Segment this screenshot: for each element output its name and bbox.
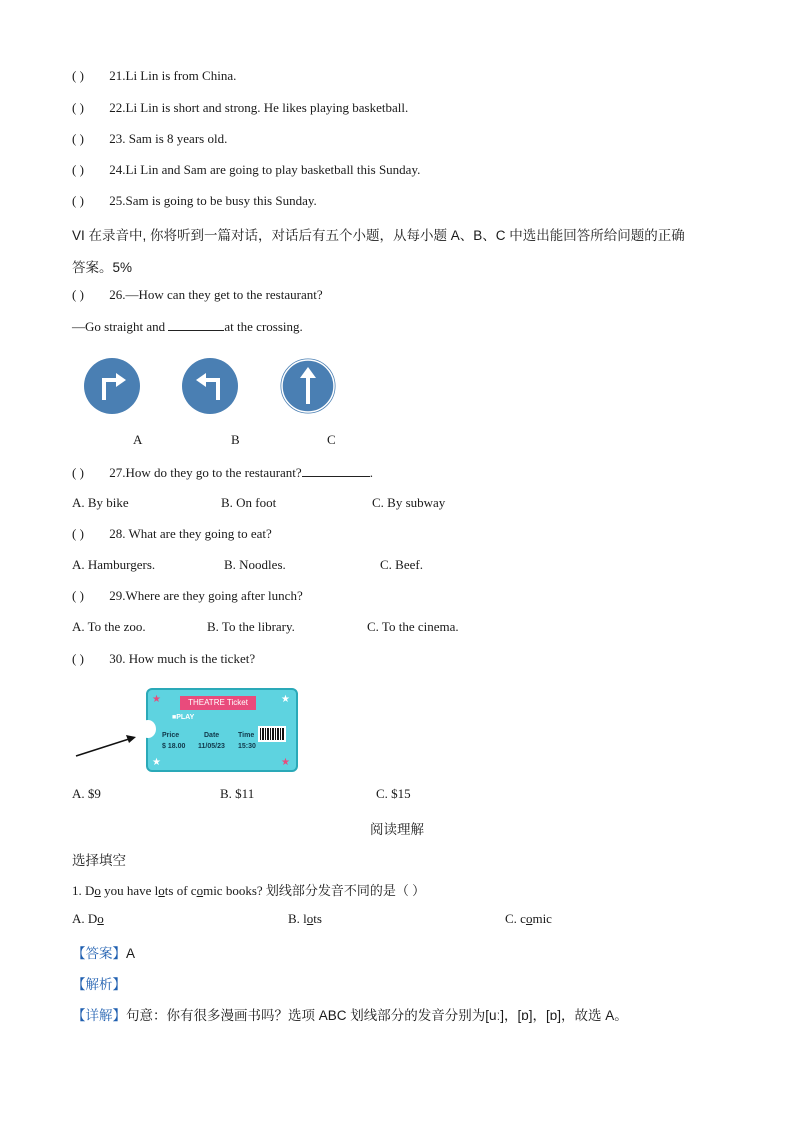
detail-text: 句意：你有很多漫画书吗？选项 ABC 划线部分的发音分别为[uː]，[ɒ]，[ɒ]，故选 A。 <box>126 1008 628 1023</box>
question-28 <box>72 526 272 542</box>
answer-paren[interactable]: ( ) <box>72 131 84 146</box>
option-text: ts <box>313 911 322 926</box>
answer-suffix: at the crossing. <box>224 319 303 334</box>
answer-paren[interactable]: ( ) <box>72 162 84 177</box>
option-text: C. c <box>505 911 526 926</box>
question-text: 21.Li Lin is from China. <box>109 68 237 83</box>
q29-option-a[interactable]: A. To the zoo. <box>72 619 146 634</box>
ticket-date-label: Date <box>204 732 220 739</box>
underlined-letter: o <box>196 883 204 898</box>
underlined-letter: o <box>97 911 104 926</box>
ticket-time: 15:30 <box>238 743 256 750</box>
option-text: B. l <box>288 911 307 926</box>
underlined-letter: o <box>94 883 101 898</box>
question-22 <box>72 100 408 116</box>
ticket-play: ■PLAY <box>172 714 195 721</box>
question-24 <box>72 162 420 178</box>
answer-blank[interactable] <box>168 318 224 331</box>
question-26 <box>72 287 323 303</box>
question-end: . <box>369 465 373 480</box>
sign-label-a: A <box>133 432 143 447</box>
turn-right-sign-icon <box>82 356 142 416</box>
answer-value: A <box>126 946 136 961</box>
q29-option-c[interactable]: C. To the cinema. <box>367 619 459 634</box>
question-1 <box>72 880 425 899</box>
go-straight-sign-icon <box>278 356 338 416</box>
answer-line <box>72 942 135 962</box>
question-text: 22.Li Lin is short and strong. He likes playing basketball. <box>109 100 409 115</box>
answer-paren[interactable]: ( ) <box>72 287 84 302</box>
question-text: ts of c <box>164 883 197 898</box>
q30-option-c[interactable]: C. $15 <box>376 786 411 801</box>
star-icon: ★ <box>152 757 161 768</box>
question-text: you have l <box>100 883 159 898</box>
answer-blank[interactable] <box>302 464 370 477</box>
reading-title: 阅读理解 <box>370 822 424 837</box>
q28-option-a[interactable]: A. Hamburgers. <box>72 557 156 572</box>
star-icon: ★ <box>281 757 290 768</box>
ticket-notch <box>140 720 156 738</box>
underlined-letter: o <box>158 883 165 898</box>
question-text: 23. Sam is 8 years old. <box>109 131 228 146</box>
answer-paren[interactable]: ( ) <box>72 588 84 603</box>
question-29 <box>72 588 303 604</box>
section6-instruction-line2: 答案。5% <box>72 260 133 275</box>
q30-option-b[interactable]: B. $11 <box>220 786 255 801</box>
question-text: 26.—How can they get to the restaurant? <box>109 287 323 302</box>
q1-option-c[interactable] <box>505 911 552 927</box>
question-25 <box>72 193 317 209</box>
option-text: A. D <box>72 911 98 926</box>
q28-option-c[interactable]: C. Beef. <box>380 557 423 572</box>
question-26-answer <box>72 318 303 335</box>
sign-label-c: C <box>327 432 336 447</box>
question-text: mic books? 划线部分发音不同的是（ ） <box>203 883 426 898</box>
ticket-header: THEATRE Ticket <box>180 696 256 710</box>
q1-option-a[interactable] <box>72 911 104 927</box>
answer-prefix: —Go straight and <box>72 319 169 334</box>
answer-tag: 【答案】 <box>72 946 126 961</box>
option-text: mic <box>532 911 552 926</box>
q27-option-a[interactable]: A. By bike <box>72 495 129 510</box>
question-text: 30. How much is the ticket? <box>109 651 256 666</box>
sign-label-b: B <box>231 432 240 447</box>
detail-line <box>72 1004 628 1024</box>
question-text: 29.Where are they going after lunch? <box>109 588 303 603</box>
answer-paren[interactable]: ( ) <box>72 526 84 541</box>
ticket-price: $ 18.00 <box>162 743 186 750</box>
theatre-ticket-image <box>70 686 310 774</box>
q30-option-a[interactable]: A. $9 <box>72 786 101 801</box>
ticket-time-label: Time <box>238 732 255 739</box>
question-30 <box>72 651 255 667</box>
analysis-tag: 【解析】 <box>72 977 126 992</box>
q1-option-b[interactable] <box>288 911 322 927</box>
barcode-icon <box>258 726 286 742</box>
q27-option-c[interactable]: C. By subway <box>372 495 446 510</box>
q27-option-b[interactable]: B. On foot <box>221 495 277 510</box>
question-23 <box>72 131 227 147</box>
star-icon: ★ <box>281 694 290 705</box>
question-text: 25.Sam is going to be busy this Sunday. <box>109 193 317 208</box>
turn-left-sign-icon <box>180 356 240 416</box>
underlined-letter: o <box>306 911 314 926</box>
underlined-letter: o <box>525 911 533 926</box>
answer-paren[interactable]: ( ) <box>72 651 84 666</box>
answer-paren[interactable]: ( ) <box>72 68 84 83</box>
question-21 <box>72 68 236 84</box>
answer-paren[interactable]: ( ) <box>72 465 84 480</box>
q29-option-b[interactable]: B. To the library. <box>207 619 295 634</box>
ticket-price-label: Price <box>162 732 180 739</box>
answer-paren[interactable]: ( ) <box>72 100 84 115</box>
detail-tag: 【详解】 <box>72 1008 126 1023</box>
section6-instruction-line1: VI 在录音中, 你将听到一篇对话，对话后有五个小题，从每小题 A、B、C 中选出能回答所给问题的正确 <box>72 228 685 243</box>
star-icon: ★ <box>152 694 161 705</box>
question-text: 28. What are they going to eat? <box>109 526 272 541</box>
choice-title: 选择填空 <box>72 853 126 868</box>
question-27 <box>72 464 373 481</box>
question-text: 24.Li Lin and Sam are going to play basketball this Sunday. <box>109 162 421 177</box>
question-text: 27.How do they go to the restaurant? <box>109 465 302 480</box>
ticket-body <box>146 688 298 772</box>
ticket-date: 11/05/23 <box>198 743 225 750</box>
q28-option-b[interactable]: B. Noodles. <box>224 557 286 572</box>
answer-paren[interactable]: ( ) <box>72 193 84 208</box>
question-text: 1. D <box>72 883 95 898</box>
